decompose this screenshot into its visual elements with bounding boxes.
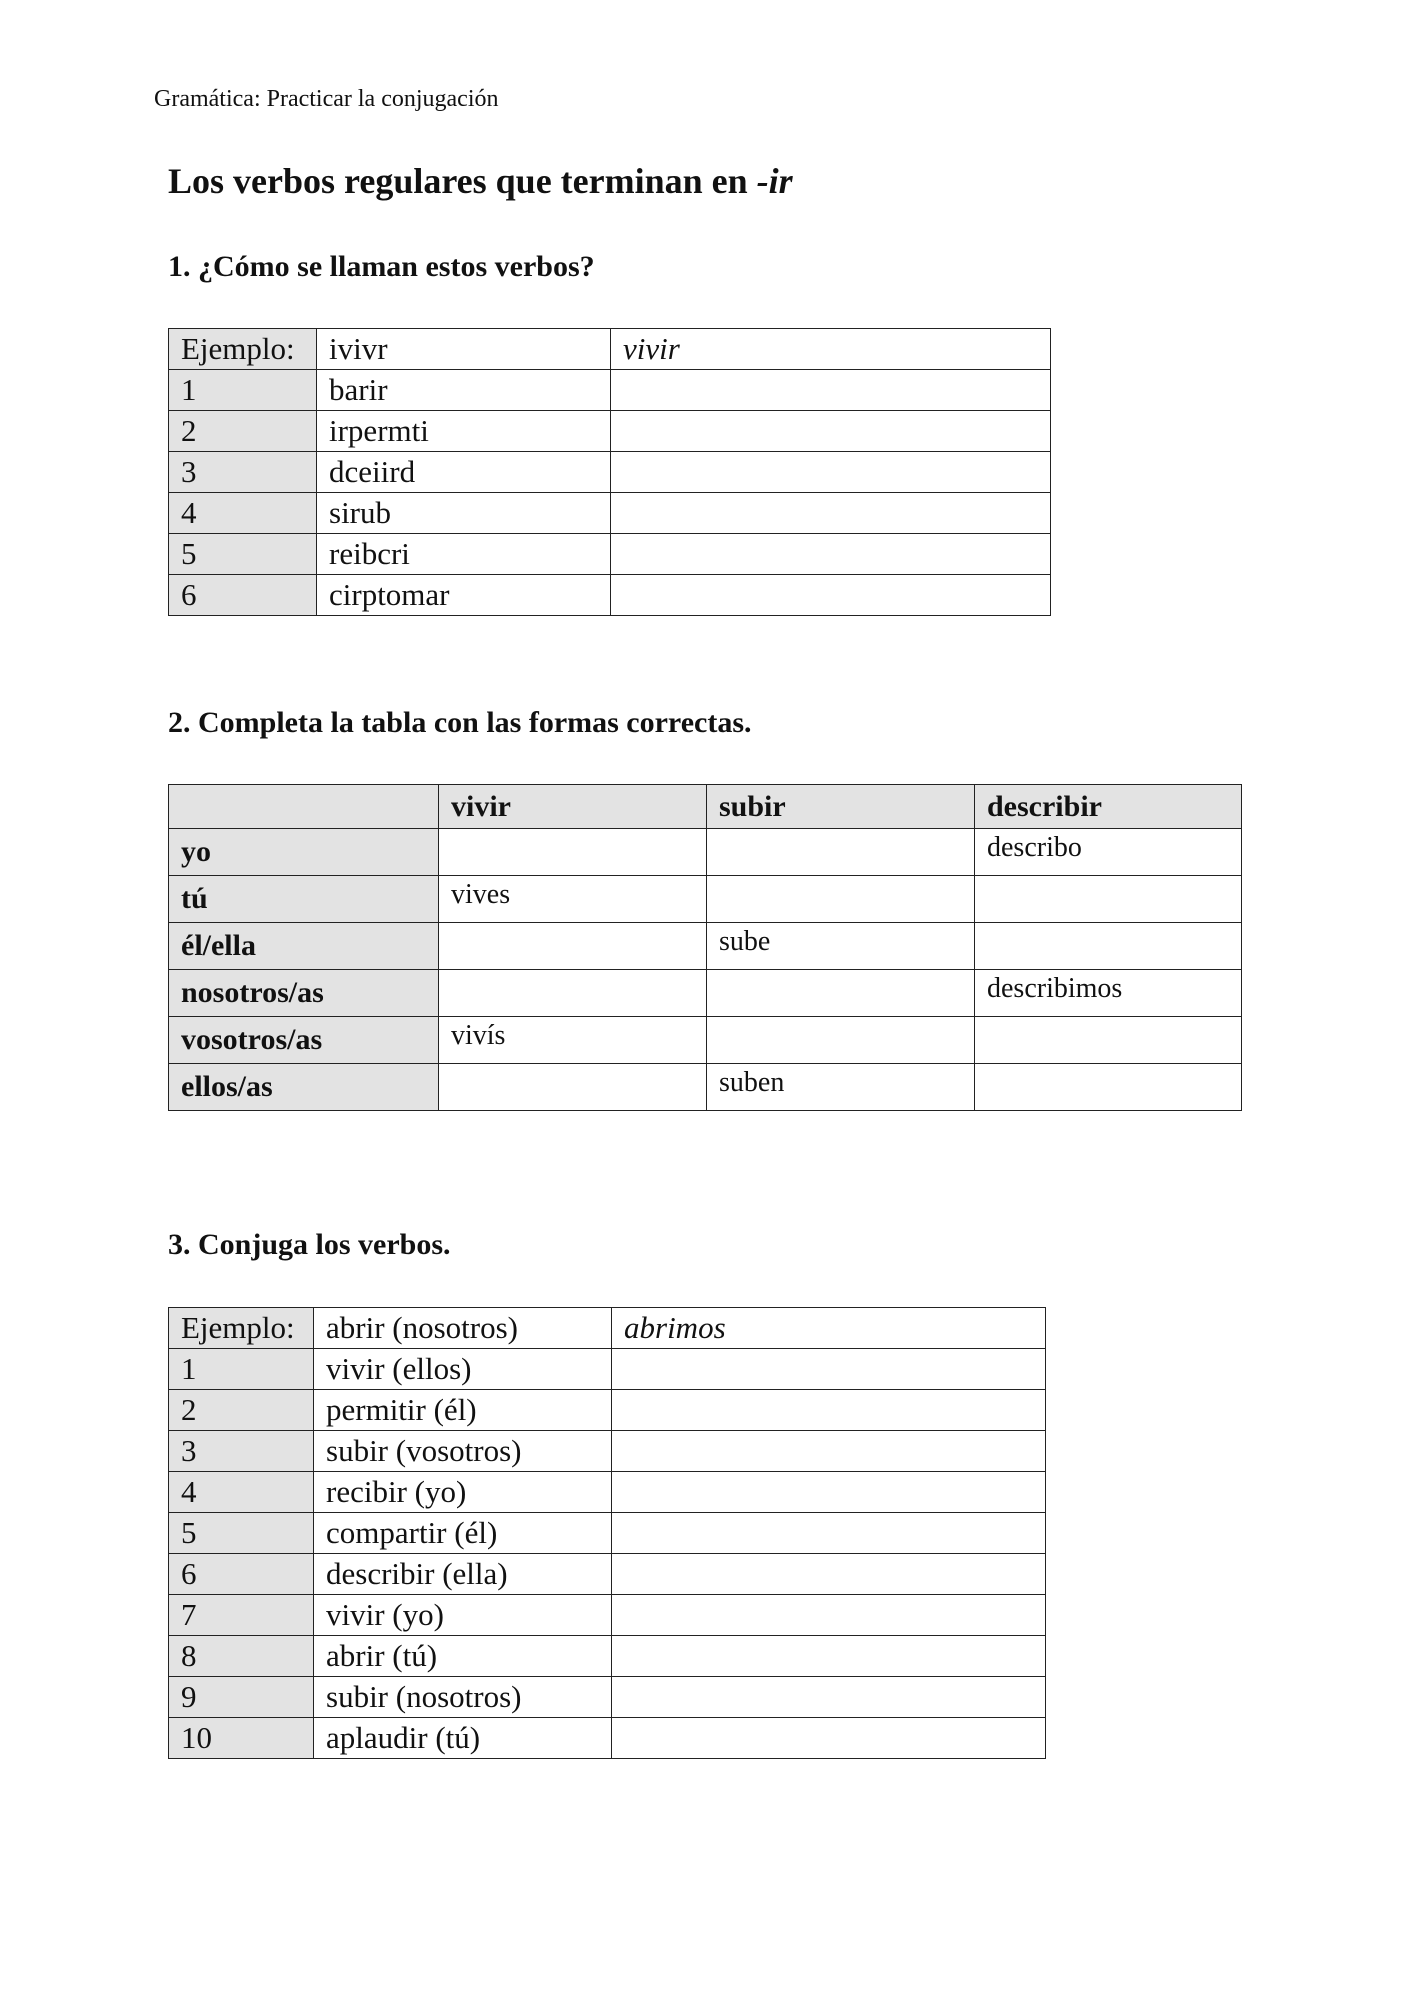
row-label: 3 — [169, 452, 317, 493]
answer-cell[interactable] — [612, 1349, 1046, 1390]
scrambled-word: dceiird — [317, 452, 611, 493]
conjugation-grid — [168, 784, 1242, 1111]
verb-prompt: abrir (nosotros) — [314, 1308, 612, 1349]
table-row — [169, 876, 1242, 923]
pronoun-label: vosotros/as — [169, 1017, 439, 1064]
row-label: Ejemplo: — [169, 1308, 314, 1349]
answer-cell[interactable] — [612, 1431, 1046, 1472]
form-cell[interactable] — [439, 970, 707, 1017]
table-row — [169, 575, 1051, 616]
answer-cell[interactable]: vivir — [611, 329, 1051, 370]
row-label: 3 — [169, 1431, 314, 1472]
table-row — [169, 411, 1051, 452]
table-row — [169, 1064, 1242, 1111]
verb-prompt: describir (ella) — [314, 1554, 612, 1595]
table-row — [169, 329, 1051, 370]
verb-prompt: vivir (ellos) — [314, 1349, 612, 1390]
table-row — [169, 970, 1242, 1017]
page-title — [168, 160, 793, 202]
row-label: 6 — [169, 1554, 314, 1595]
table-row — [169, 370, 1051, 411]
form-cell[interactable] — [707, 876, 975, 923]
form-cell[interactable] — [975, 876, 1242, 923]
table-row — [169, 1349, 1046, 1390]
form-cell[interactable] — [439, 829, 707, 876]
form-cell[interactable]: describo — [975, 829, 1242, 876]
row-label: 5 — [169, 1513, 314, 1554]
answer-cell[interactable] — [612, 1513, 1046, 1554]
scrambled-word: barir — [317, 370, 611, 411]
row-label: 5 — [169, 534, 317, 575]
row-label: 2 — [169, 1390, 314, 1431]
form-cell[interactable] — [707, 970, 975, 1017]
verb-prompt: vivir (yo) — [314, 1595, 612, 1636]
scrambled-word: cirptomar — [317, 575, 611, 616]
column-header-blank — [169, 785, 439, 829]
scrambled-word: irpermti — [317, 411, 611, 452]
form-cell[interactable] — [707, 829, 975, 876]
form-cell[interactable] — [439, 923, 707, 970]
pronoun-label: nosotros/as — [169, 970, 439, 1017]
title-main: Los verbos regulares que terminan en — [168, 161, 757, 201]
column-header-describir: describir — [975, 785, 1242, 829]
answer-cell[interactable] — [612, 1718, 1046, 1759]
section3-heading: 3. Conjuga los verbos. — [168, 1228, 451, 1261]
table-row — [169, 1308, 1046, 1349]
answer-cell[interactable] — [611, 452, 1051, 493]
table-row — [169, 1636, 1046, 1677]
pronoun-label: él/ella — [169, 923, 439, 970]
row-label: 9 — [169, 1677, 314, 1718]
table-row — [169, 1595, 1046, 1636]
pronoun-label: yo — [169, 829, 439, 876]
answer-cell[interactable] — [612, 1595, 1046, 1636]
verb-prompt: subir (nosotros) — [314, 1677, 612, 1718]
form-cell[interactable]: vives — [439, 876, 707, 923]
answer-cell[interactable] — [611, 534, 1051, 575]
scrambled-word: ivivr — [317, 329, 611, 370]
verb-prompt: subir (vosotros) — [314, 1431, 612, 1472]
scrambled-word: sirub — [317, 493, 611, 534]
answer-cell[interactable] — [612, 1390, 1046, 1431]
verb-prompt: aplaudir (tú) — [314, 1718, 612, 1759]
verb-prompt: permitir (él) — [314, 1390, 612, 1431]
form-cell[interactable] — [975, 1064, 1242, 1111]
title-suffix: -ir — [756, 161, 793, 201]
verb-prompt: recibir (yo) — [314, 1472, 612, 1513]
form-cell[interactable]: describimos — [975, 970, 1242, 1017]
table-row — [169, 923, 1242, 970]
answer-cell[interactable] — [612, 1636, 1046, 1677]
table-row — [169, 493, 1051, 534]
table-row — [169, 1513, 1046, 1554]
form-cell[interactable] — [439, 1064, 707, 1111]
answer-cell[interactable] — [611, 411, 1051, 452]
table-row — [169, 1390, 1046, 1431]
conjugate-table — [168, 1307, 1046, 1759]
table-row — [169, 1472, 1046, 1513]
verb-prompt: abrir (tú) — [314, 1636, 612, 1677]
row-label: 7 — [169, 1595, 314, 1636]
table-row — [169, 1017, 1242, 1064]
row-label: 6 — [169, 575, 317, 616]
form-cell[interactable] — [707, 1017, 975, 1064]
row-label: 10 — [169, 1718, 314, 1759]
form-cell[interactable]: vivís — [439, 1017, 707, 1064]
answer-cell[interactable] — [611, 370, 1051, 411]
row-label: 2 — [169, 411, 317, 452]
unscramble-table — [168, 328, 1051, 616]
table-row — [169, 1554, 1046, 1595]
answer-cell[interactable] — [611, 493, 1051, 534]
scrambled-word: reibcri — [317, 534, 611, 575]
row-label: 4 — [169, 493, 317, 534]
row-label: Ejemplo: — [169, 329, 317, 370]
table-row — [169, 1431, 1046, 1472]
column-header-subir: subir — [707, 785, 975, 829]
pronoun-label: ellos/as — [169, 1064, 439, 1111]
row-label: 4 — [169, 1472, 314, 1513]
page-header: Gramática: Practicar la conjugación — [154, 86, 499, 112]
table-row — [169, 1718, 1046, 1759]
row-label: 1 — [169, 1349, 314, 1390]
pronoun-label: tú — [169, 876, 439, 923]
row-label: 1 — [169, 370, 317, 411]
table-row — [169, 452, 1051, 493]
form-cell[interactable]: suben — [707, 1064, 975, 1111]
form-cell[interactable] — [975, 1017, 1242, 1064]
table-row — [169, 829, 1242, 876]
section1-heading: 1. ¿Cómo se llaman estos verbos? — [168, 250, 595, 283]
answer-cell[interactable]: abrimos — [612, 1308, 1046, 1349]
row-label: 8 — [169, 1636, 314, 1677]
answer-cell[interactable] — [611, 575, 1051, 616]
answer-cell[interactable] — [612, 1472, 1046, 1513]
form-cell[interactable]: sube — [707, 923, 975, 970]
header-row — [169, 785, 1242, 829]
table-row — [169, 534, 1051, 575]
answer-cell[interactable] — [612, 1677, 1046, 1718]
table-row — [169, 1677, 1046, 1718]
column-header-vivir: vivir — [439, 785, 707, 829]
section2-heading: 2. Completa la tabla con las formas correctas. — [168, 706, 752, 739]
answer-cell[interactable] — [612, 1554, 1046, 1595]
verb-prompt: compartir (él) — [314, 1513, 612, 1554]
form-cell[interactable] — [975, 923, 1242, 970]
